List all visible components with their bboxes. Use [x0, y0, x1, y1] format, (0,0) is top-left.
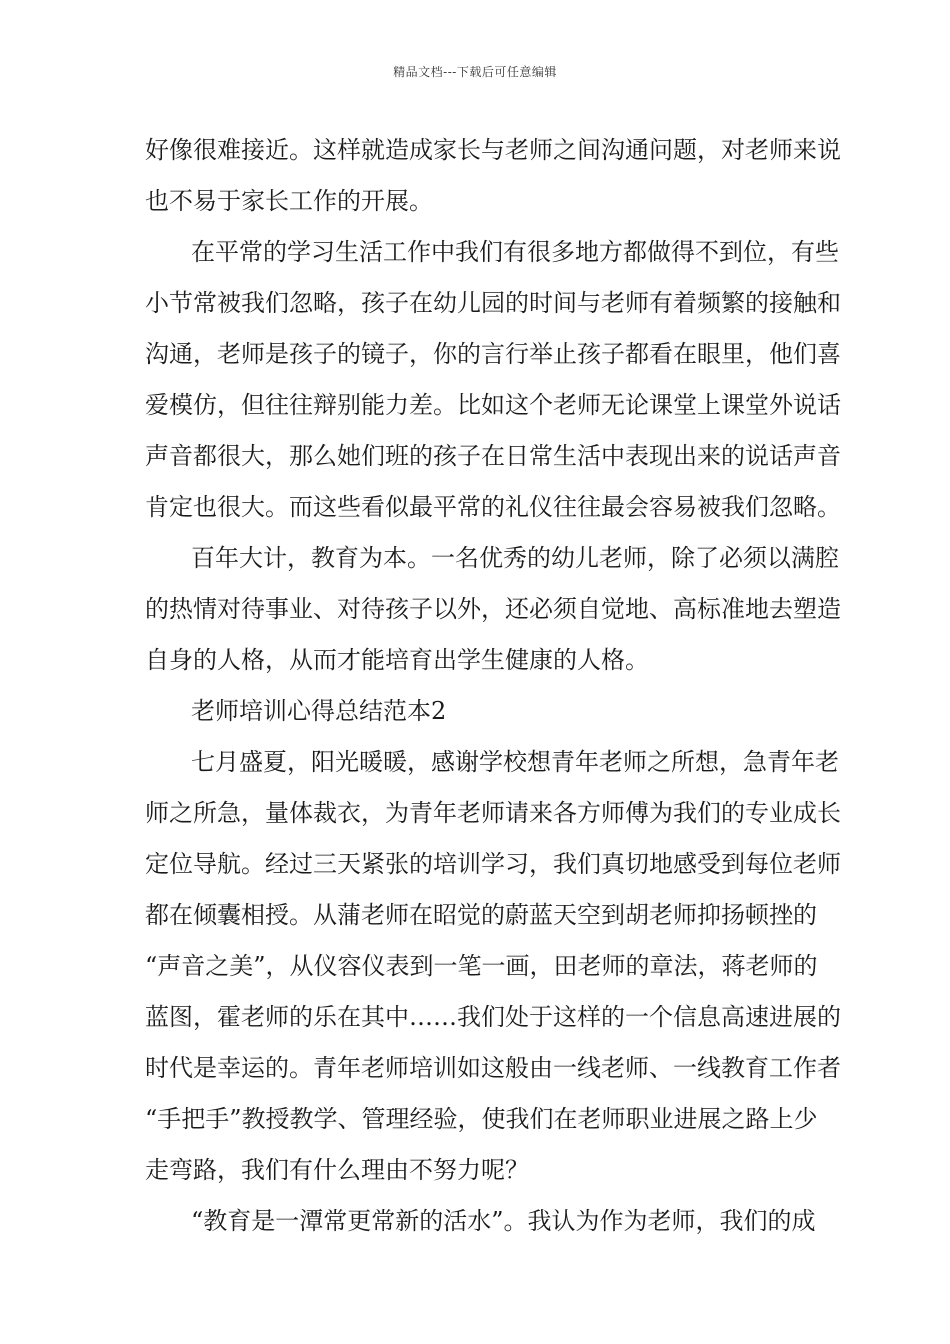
- text-line: 肯定也很大。而这些看似最平常的礼仪往往最会容易被我们忽略。: [145, 493, 841, 521]
- text-line: “手把手”教授教学、管理经验，使我们在老师职业进展之路上少: [145, 1105, 818, 1133]
- text-line: 也不易于家长工作的开展。: [145, 187, 433, 215]
- text-line: “教育是一潭常更常新的活水”。我认为作为老师，我们的成: [191, 1207, 816, 1235]
- text-line: 七月盛夏，阳光暖暖，感谢学校想青年老师之所想，急青年老: [191, 748, 839, 776]
- section-heading: 老师培训心得总结范本2: [191, 697, 447, 725]
- text-line: 的热情对待事业、对待孩子以外，还必须自觉地、高标准地去塑造: [145, 595, 841, 623]
- text-line: 在平常的学习生活工作中我们有很多地方都做得不到位，有些: [191, 238, 839, 266]
- text-line: 自身的人格，从而才能培育出学生健康的人格。: [145, 646, 649, 674]
- document-body: [145, 125, 841, 1247]
- text-line: 师之所急，量体裁衣，为青年老师请来各方师傅为我们的专业成长: [145, 799, 841, 827]
- text-line: 时代是幸运的。青年老师培训如这般由一线老师、一线教育工作者: [145, 1054, 841, 1082]
- text-line: 小节常被我们忽略，孩子在幼儿园的时间与老师有着频繁的接触和: [145, 289, 841, 317]
- text-line: 定位导航。经过三天紧张的培训学习，我们真切地感受到每位老师: [145, 850, 841, 878]
- text-line: 百年大计，教育为本。一名优秀的幼儿老师，除了必须以满腔: [191, 544, 839, 572]
- text-line: 走弯路，我们有什么理由不努力呢？: [145, 1156, 529, 1184]
- page-header: 精品文档---下载后可任意编辑: [393, 65, 557, 79]
- text-line: 沟通，老师是孩子的镜子，你的言行举止孩子都看在眼里，他们喜: [145, 340, 841, 368]
- text-line: 好像很难接近。这样就造成家长与老师之间沟通问题，对老师来说: [145, 136, 841, 164]
- text-line: 都在倾囊相授。从蒲老师在昭觉的蔚蓝天空到胡老师抑扬顿挫的: [145, 901, 817, 929]
- text-line: “声音之美”，从仪容仪表到一笔一画，田老师的章法，蒋老师的: [145, 952, 818, 980]
- text-line: 蓝图，霍老师的乐在其中……我们处于这样的一个信息高速进展的: [145, 1003, 841, 1031]
- text-line: 爱模仿，但往往辩别能力差。比如这个老师无论课堂上课堂外说话: [145, 391, 841, 419]
- text-line: 声音都很大，那么她们班的孩子在日常生活中表现出来的说话声音: [145, 442, 841, 470]
